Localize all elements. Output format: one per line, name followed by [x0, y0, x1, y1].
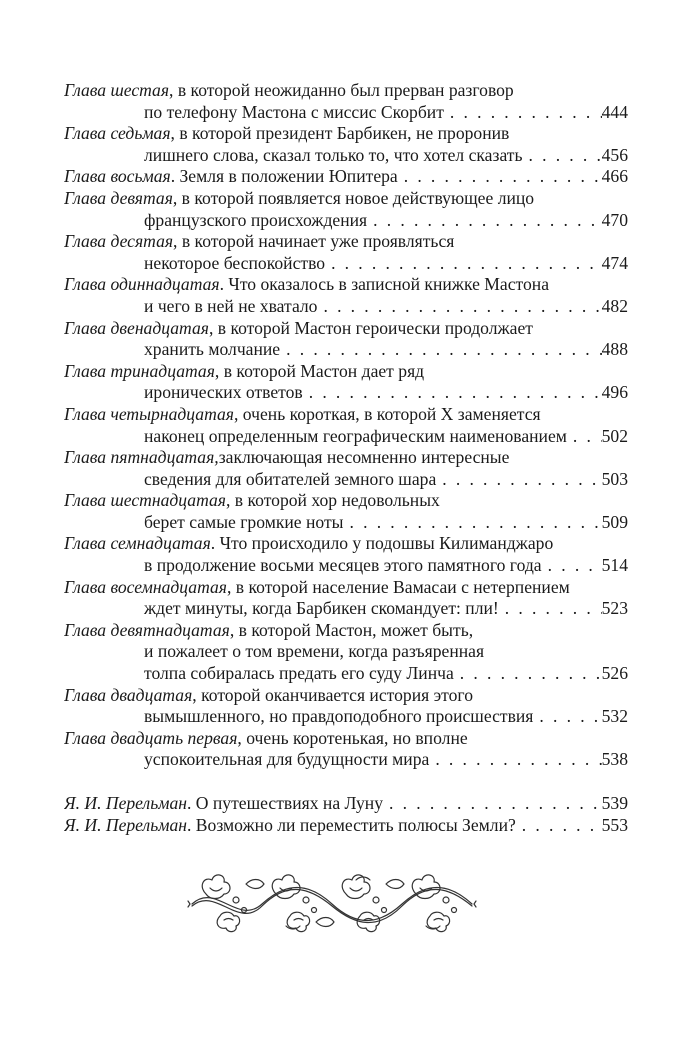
chapter-title-line: , в которой неожиданно был прерван разговор: [169, 80, 514, 100]
chapter-label: Глава двадцать первая: [64, 727, 238, 748]
dot-leader: [454, 663, 602, 685]
toc-entry-chapter-11[interactable]: [64, 274, 628, 317]
toc-entry-chapter-14[interactable]: [64, 404, 628, 447]
chapter-label: Глава четырнадцатая: [64, 403, 234, 424]
chapter-label: Глава двадцатая: [64, 684, 193, 705]
chapter-label: Глава семнадцатая: [64, 533, 211, 554]
toc-entry-chapter-17[interactable]: [64, 533, 628, 576]
dot-leader: [303, 382, 602, 404]
dot-leader: [542, 555, 602, 577]
toc-entry-chapter-16[interactable]: [64, 490, 628, 533]
chapter-title-line: , в которой Мастон героически продолжает: [208, 317, 533, 338]
toc-entry-chapter-7[interactable]: [64, 123, 628, 166]
page-number: 553: [601, 814, 628, 835]
page-number: 514: [601, 555, 628, 576]
chapter-title-line: берет самые громкие ноты: [144, 511, 344, 532]
essay-title: . Возможно ли переместить полюсы Земли?: [186, 814, 516, 835]
page-number: 444: [601, 101, 628, 122]
dot-leader: [516, 815, 602, 837]
chapter-title-line: , которой оканчивается история этого: [192, 684, 473, 705]
table-of-contents: [64, 80, 628, 836]
page-number: 503: [601, 468, 628, 489]
section-gap: [64, 771, 628, 793]
chapter-title-line: , в которой Мастон дает ряд: [214, 360, 425, 381]
page-number: 466: [601, 166, 628, 187]
chapter-label: Глава шестнадцатая: [64, 490, 226, 511]
chapter-title-line: заключающая несомненно интересные: [218, 447, 510, 468]
page-number: 526: [601, 663, 628, 684]
dot-leader: [499, 598, 602, 620]
floral-vine-ornament-icon: [186, 864, 478, 944]
dot-leader: [533, 706, 601, 728]
chapter-title-line: . Что происходило у подошвы Килиманджаро: [210, 533, 554, 554]
toc-entry-chapter-13[interactable]: [64, 361, 628, 404]
chapter-label: Глава седьмая: [64, 123, 171, 144]
chapter-title-line: , в которой появляется новое действующее лицо: [172, 187, 535, 208]
chapter-title-line: и пожалеет о том времени, когда разъяренная: [144, 641, 485, 662]
chapter-title-line: , в которой президент Барбикен, не проронив: [170, 123, 510, 144]
page-number: 456: [601, 144, 628, 165]
toc-entry-chapter-15[interactable]: [64, 447, 628, 490]
chapter-title-line: , в которой начинает уже проявляться: [173, 231, 455, 252]
toc-entry-chapter-12[interactable]: [64, 318, 628, 361]
chapter-label: Глава двенадцатая: [64, 317, 209, 338]
chapter-title-line: некоторое беспокойство: [144, 252, 326, 273]
toc-entry-chapter-6[interactable]: [64, 80, 628, 123]
dot-leader: [317, 296, 601, 318]
toc-entry-chapter-20[interactable]: [64, 685, 628, 728]
page-number: 482: [601, 295, 628, 316]
chapter-title-line: успокоительная для будущности мира: [144, 749, 430, 770]
chapter-title-line: , в которой Мастон, может быть,: [229, 619, 474, 640]
chapter-label: Глава девятая: [64, 187, 173, 208]
dot-leader: [398, 166, 602, 188]
toc-entry-chapter-19[interactable]: [64, 620, 628, 685]
chapter-title-line: и чего в ней не хватало: [144, 295, 318, 316]
page-number: 523: [601, 598, 628, 619]
chapter-title-line: , в которой население Вамасаи с нетерпением: [226, 576, 570, 597]
dot-leader: [344, 512, 602, 534]
page-number: 502: [601, 425, 628, 446]
chapter-title-line: ждет минуты, когда Барбикен скомандует: пли!: [144, 598, 499, 619]
chapter-title-line: . Что оказалось в записной книжке Мастона: [219, 274, 550, 295]
essay-author: Я. И. Перельман: [64, 793, 187, 813]
essay-title: . О путешествиях на Луну: [186, 793, 384, 813]
page-number: 474: [601, 252, 628, 273]
chapter-title-line: , очень коротенькая, но вполне: [237, 727, 468, 748]
chapter-title-line: вымышленного, но правдоподобного происшествия: [144, 706, 534, 727]
chapter-title-line: лишнего слова, сказал только то, что хотел сказать: [144, 144, 523, 165]
chapter-title-line: французского происхождения: [144, 209, 368, 230]
dot-leader: [325, 253, 602, 275]
toc-entry-chapter-9[interactable]: [64, 188, 628, 231]
toc-entry-essay-1[interactable]: [64, 793, 628, 815]
toc-entry-chapter-21[interactable]: [64, 728, 628, 771]
chapter-label: Глава восемнадцатая: [64, 576, 227, 597]
dot-leader: [523, 145, 602, 167]
dot-leader: [567, 426, 602, 448]
chapter-label: Глава шестая: [64, 80, 170, 100]
toc-entry-essay-2[interactable]: [64, 815, 628, 837]
chapter-title-line: наконец определенным географическим наименованием: [144, 425, 567, 446]
dot-leader: [444, 102, 602, 124]
page-number: 488: [601, 339, 628, 360]
chapter-title-line: хранить молчание: [144, 339, 281, 360]
page-number: 496: [601, 382, 628, 403]
chapter-title-line: . Земля в положении Юпитера: [170, 166, 398, 187]
chapter-title-line: по телефону Мастона с миссис Скорбит: [144, 101, 444, 122]
chapter-title-line: , в которой хор недовольных: [225, 490, 440, 511]
chapter-label: Глава одиннадцатая: [64, 274, 220, 295]
page-number: 532: [601, 706, 628, 727]
chapter-title-line: сведения для обитателей земного шара: [144, 468, 437, 489]
chapter-label: Глава пятнадцатая,: [64, 447, 219, 468]
page-number: 470: [601, 209, 628, 230]
chapter-label: Глава десятая: [64, 231, 174, 252]
chapter-label: Глава восьмая: [64, 166, 171, 187]
page-number: 509: [601, 511, 628, 532]
toc-entry-chapter-8[interactable]: [64, 166, 628, 188]
chapter-title-line: толпа собиралась предать его суду Линча: [144, 663, 454, 684]
toc-entry-chapter-10[interactable]: [64, 231, 628, 274]
dot-leader: [367, 210, 601, 232]
dot-leader: [436, 469, 601, 491]
dot-leader: [383, 793, 602, 815]
dot-leader: [429, 749, 601, 771]
chapter-label: Глава тринадцатая: [64, 360, 215, 381]
page-number: 539: [601, 793, 628, 813]
chapter-title-line: иронических ответов: [144, 382, 303, 403]
chapter-title-line: , очень короткая, в которой X заменяется: [233, 403, 541, 424]
dot-leader: [280, 339, 601, 361]
chapter-label: Глава девятнадцатая: [64, 619, 230, 640]
toc-entry-chapter-18[interactable]: [64, 577, 628, 620]
chapter-title-line: в продолжение восьми месяцев этого памятного года: [144, 555, 542, 576]
page-number: 538: [601, 749, 628, 770]
essay-author: Я. И. Перельман: [64, 814, 187, 835]
